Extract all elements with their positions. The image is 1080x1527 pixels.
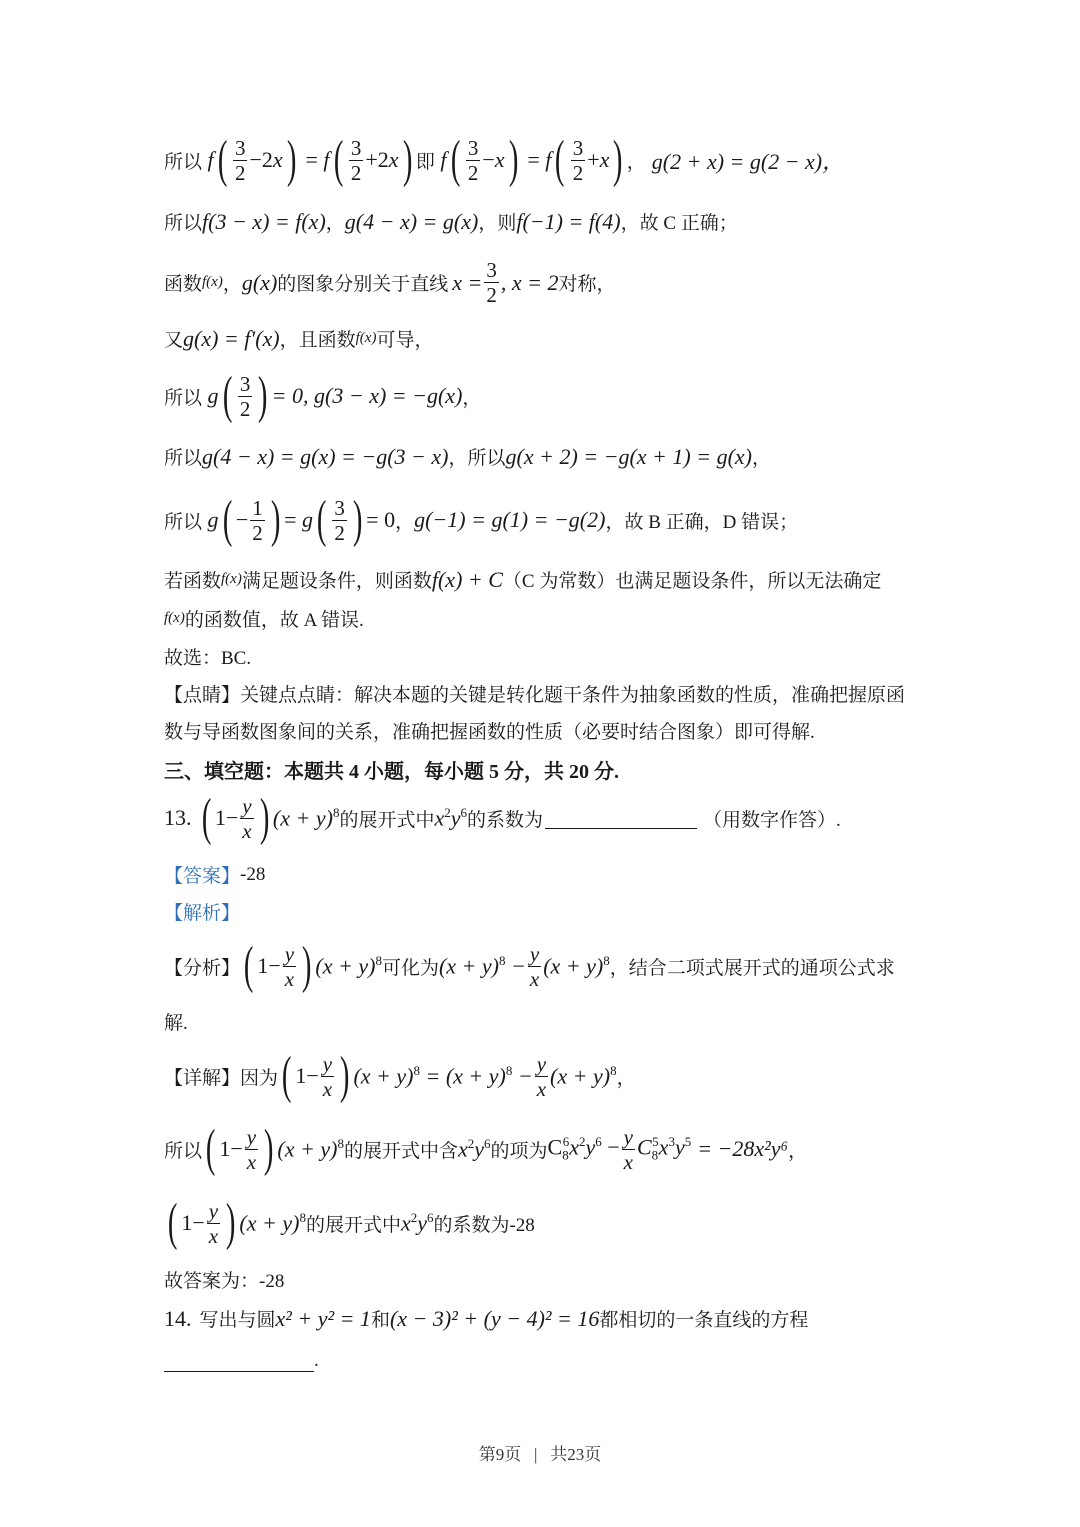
question-number: 14. [164,1305,192,1331]
math-circle-2: (x − 3)² + (y − 4)² = 16 [389,1305,600,1331]
text: ， [325,213,345,234]
answer-blank[interactable] [545,808,697,829]
text: 解. [164,1013,188,1034]
text: 所以 [164,151,203,173]
math: , x = 2 [500,269,559,295]
q13-fenxi: 【分析】 ( 1− $\frac{y}{x}$ ) $(x + y)^8$ 可化为 $(x + y)^8$ − $\frac{y}{x}$ $(x + y)^8$ ，结合二项式展开式的通项公式求 [164,937,895,994]
math: f(−1) = f(4) [516,208,621,234]
text: 所以 [164,511,203,533]
q13-answer [164,861,265,888]
question-14-stem [164,1305,808,1332]
line-conclusion-bd: 所以 g ( − $\frac{1}{2}$ ) = g ( $\frac{3}{2}$ ) = 0 ， g(−1) = g(1) = −g(2) ，故 B 正确，D 错误； [164,491,799,548]
text: 因为 [240,1067,279,1089]
math: f(x) [164,610,185,626]
q13-conclusion: ( 1− $\frac{y}{x}$ ) $(x + y)^8$ 的展开式中 $x^2y^6$ 的系数为-28 [167,1194,535,1251]
text: 和 [370,1310,390,1331]
key-point-label: 【点睛】 [164,685,241,706]
math: x = [452,269,483,295]
page-footer [0,1440,1080,1465]
text: 所以 [164,1140,203,1162]
math: g(4 − x) = g(x) = −g(3 − x) [202,443,449,469]
line-choice [164,643,251,670]
text: 故选：BC. [164,648,252,669]
text: 写出与圆 [199,1310,276,1331]
text: 又 [164,330,184,351]
text: ，故 B 正确，D 错误； [605,511,799,533]
question-14-blank-line [164,1350,319,1372]
line-g-period [164,443,771,470]
question-13-stem: 13. ( 1− $\frac{y}{x}$ ) $(x + y)^8$ 的展开式中 $x^2y^6$ 的系数为 （用数字作答）. [164,789,841,846]
q13-fenxi-end [164,1008,188,1035]
math: = 0 [366,507,396,532]
text: 所以 [164,448,203,469]
fenxi-label: 【分析】 [164,957,241,979]
math: g(−1) = g(1) = −g(2) [414,507,606,532]
text: 的图象分别关于直线 [277,274,449,295]
text: ， [222,274,242,295]
math-circle-1: x² + y² = 1 [275,1305,371,1331]
math: f(3 − x) = f(x) [202,208,326,234]
text: ， [752,448,772,469]
q13-final [164,1266,284,1293]
text: 满足题设条件，则函数 [241,571,432,592]
text: ，所以 [448,448,506,469]
text: 故答案为：-28 [164,1271,285,1292]
text: 的系数为-28 [433,1214,535,1236]
math: f(x) + C [431,566,503,592]
text: 的展开式中 [305,1214,401,1236]
math: g(x) = f′(x) [183,325,280,351]
text: ，故 C 正确； [620,213,738,234]
text: 都相切的一条直线的方程 [599,1310,809,1331]
separator: | [534,1445,538,1464]
math: g(4 − x) = g(x) [344,208,479,234]
text: 的项为 [490,1140,548,1162]
math: g(x) [241,269,278,295]
math: g(x + 2) = −g(x + 1) = g(x) [505,443,752,469]
text: ， [626,151,646,173]
line-symmetry-axes: 函数 f(x) ， g(x) 的图象分别关于直线 x = $\frac{3}{2}$ , x = 2 对称， [164,258,616,307]
line-symmetry-f: 所以 f ( $\frac{3}{2}$ −2x ) = f ( $\frac{3}{2}$ +2x ) 即 f ( $\frac{3}{2}$ −x ) = f ( $\frac{3}{2}$ +x ) ， g(2 + x) = g(2 − x)， [164,131,845,188]
section-heading [164,755,619,784]
text: ， [462,387,482,409]
text: 关键点点睛：解决本题的关键是转化题干条件为抽象函数的性质，准确把握原函 [240,685,906,706]
answer-value: -28 [240,863,266,885]
section-title: 三、填空题：本题共 4 小题，每小题 5 分，共 20 分. [164,761,619,783]
line-f-period [164,208,738,235]
text: 函数 [164,274,203,295]
text: 对称， [558,274,616,295]
text: ， [395,511,415,533]
text: 所以 [164,213,203,234]
q13-xiangjie-1: 【详解】 因为 ( 1− $\frac{y}{x}$ ) $(x + y)^8 = (x + y)^8$ − $\frac{y}{x}$ $(x + y)^8$ ， [164,1047,636,1104]
page-number: 第9页 [478,1445,522,1464]
question-number: 13. [164,805,192,830]
text: （用数字作答）. [703,809,841,831]
math: = −28x²y⁶ [697,1136,789,1161]
text: 所以 [164,387,203,409]
text: ，结合二项式展开式的通项公式求 [609,957,895,979]
line-conclusion-a [164,566,881,593]
line-a-wrong [164,605,364,632]
math: f(x) [202,274,223,290]
line-g-zero: 所以 g ( $\frac{3}{2}$ ) = 0, g(3 − x) = −g(x) ， [164,367,482,424]
q13-xiangjie-2: 所以 ( 1− $\frac{y}{x}$ ) $(x + y)^8$ 的展开式中含 $x^2y^6$ 的项为 $C_8^6x^2y^6$ − $\frac{y}{x}$ $C_8^5x^3y^5$ = −28x²y⁶ ， [164,1120,808,1177]
xiangjie-label: 【详解】 [164,1067,241,1089]
text: 的展开式中 [339,809,435,831]
q13-analysis-heading [164,898,240,925]
line-key-point [164,680,905,707]
text: 可导， [376,330,434,351]
text: ，且函数 [279,330,356,351]
text: ，则 [478,213,517,234]
answer-blank[interactable] [164,1351,314,1372]
math: f(x) [221,571,242,587]
text: 即 [415,151,435,173]
text: 可化为 [381,957,439,979]
text: 数与导函数图象间的关系，准确把握函数的性质（必要时结合图象）即可得解. [164,722,815,743]
text: 的函数值，故 A 错误. [184,610,364,631]
math-g-symmetry: g(2 + x) = g(2 − x)， [651,148,845,174]
line-key-point-cont [164,717,815,744]
text: 的系数为 [466,809,543,831]
text: 若函数 [164,571,222,592]
page-total: 共23页 [550,1445,602,1464]
line-derivative [164,325,433,352]
text: 的展开式中含 [343,1140,458,1162]
text: . [314,1350,319,1371]
math: f(x) [355,330,377,346]
analysis-label: 【解析】 [164,903,241,924]
text: （C 为常数）也满足题设条件，所以无法确定 [502,571,882,592]
math: = 0, g(3 − x) = −g(x) [271,383,463,408]
answer-label: 【答案】 [164,866,241,887]
